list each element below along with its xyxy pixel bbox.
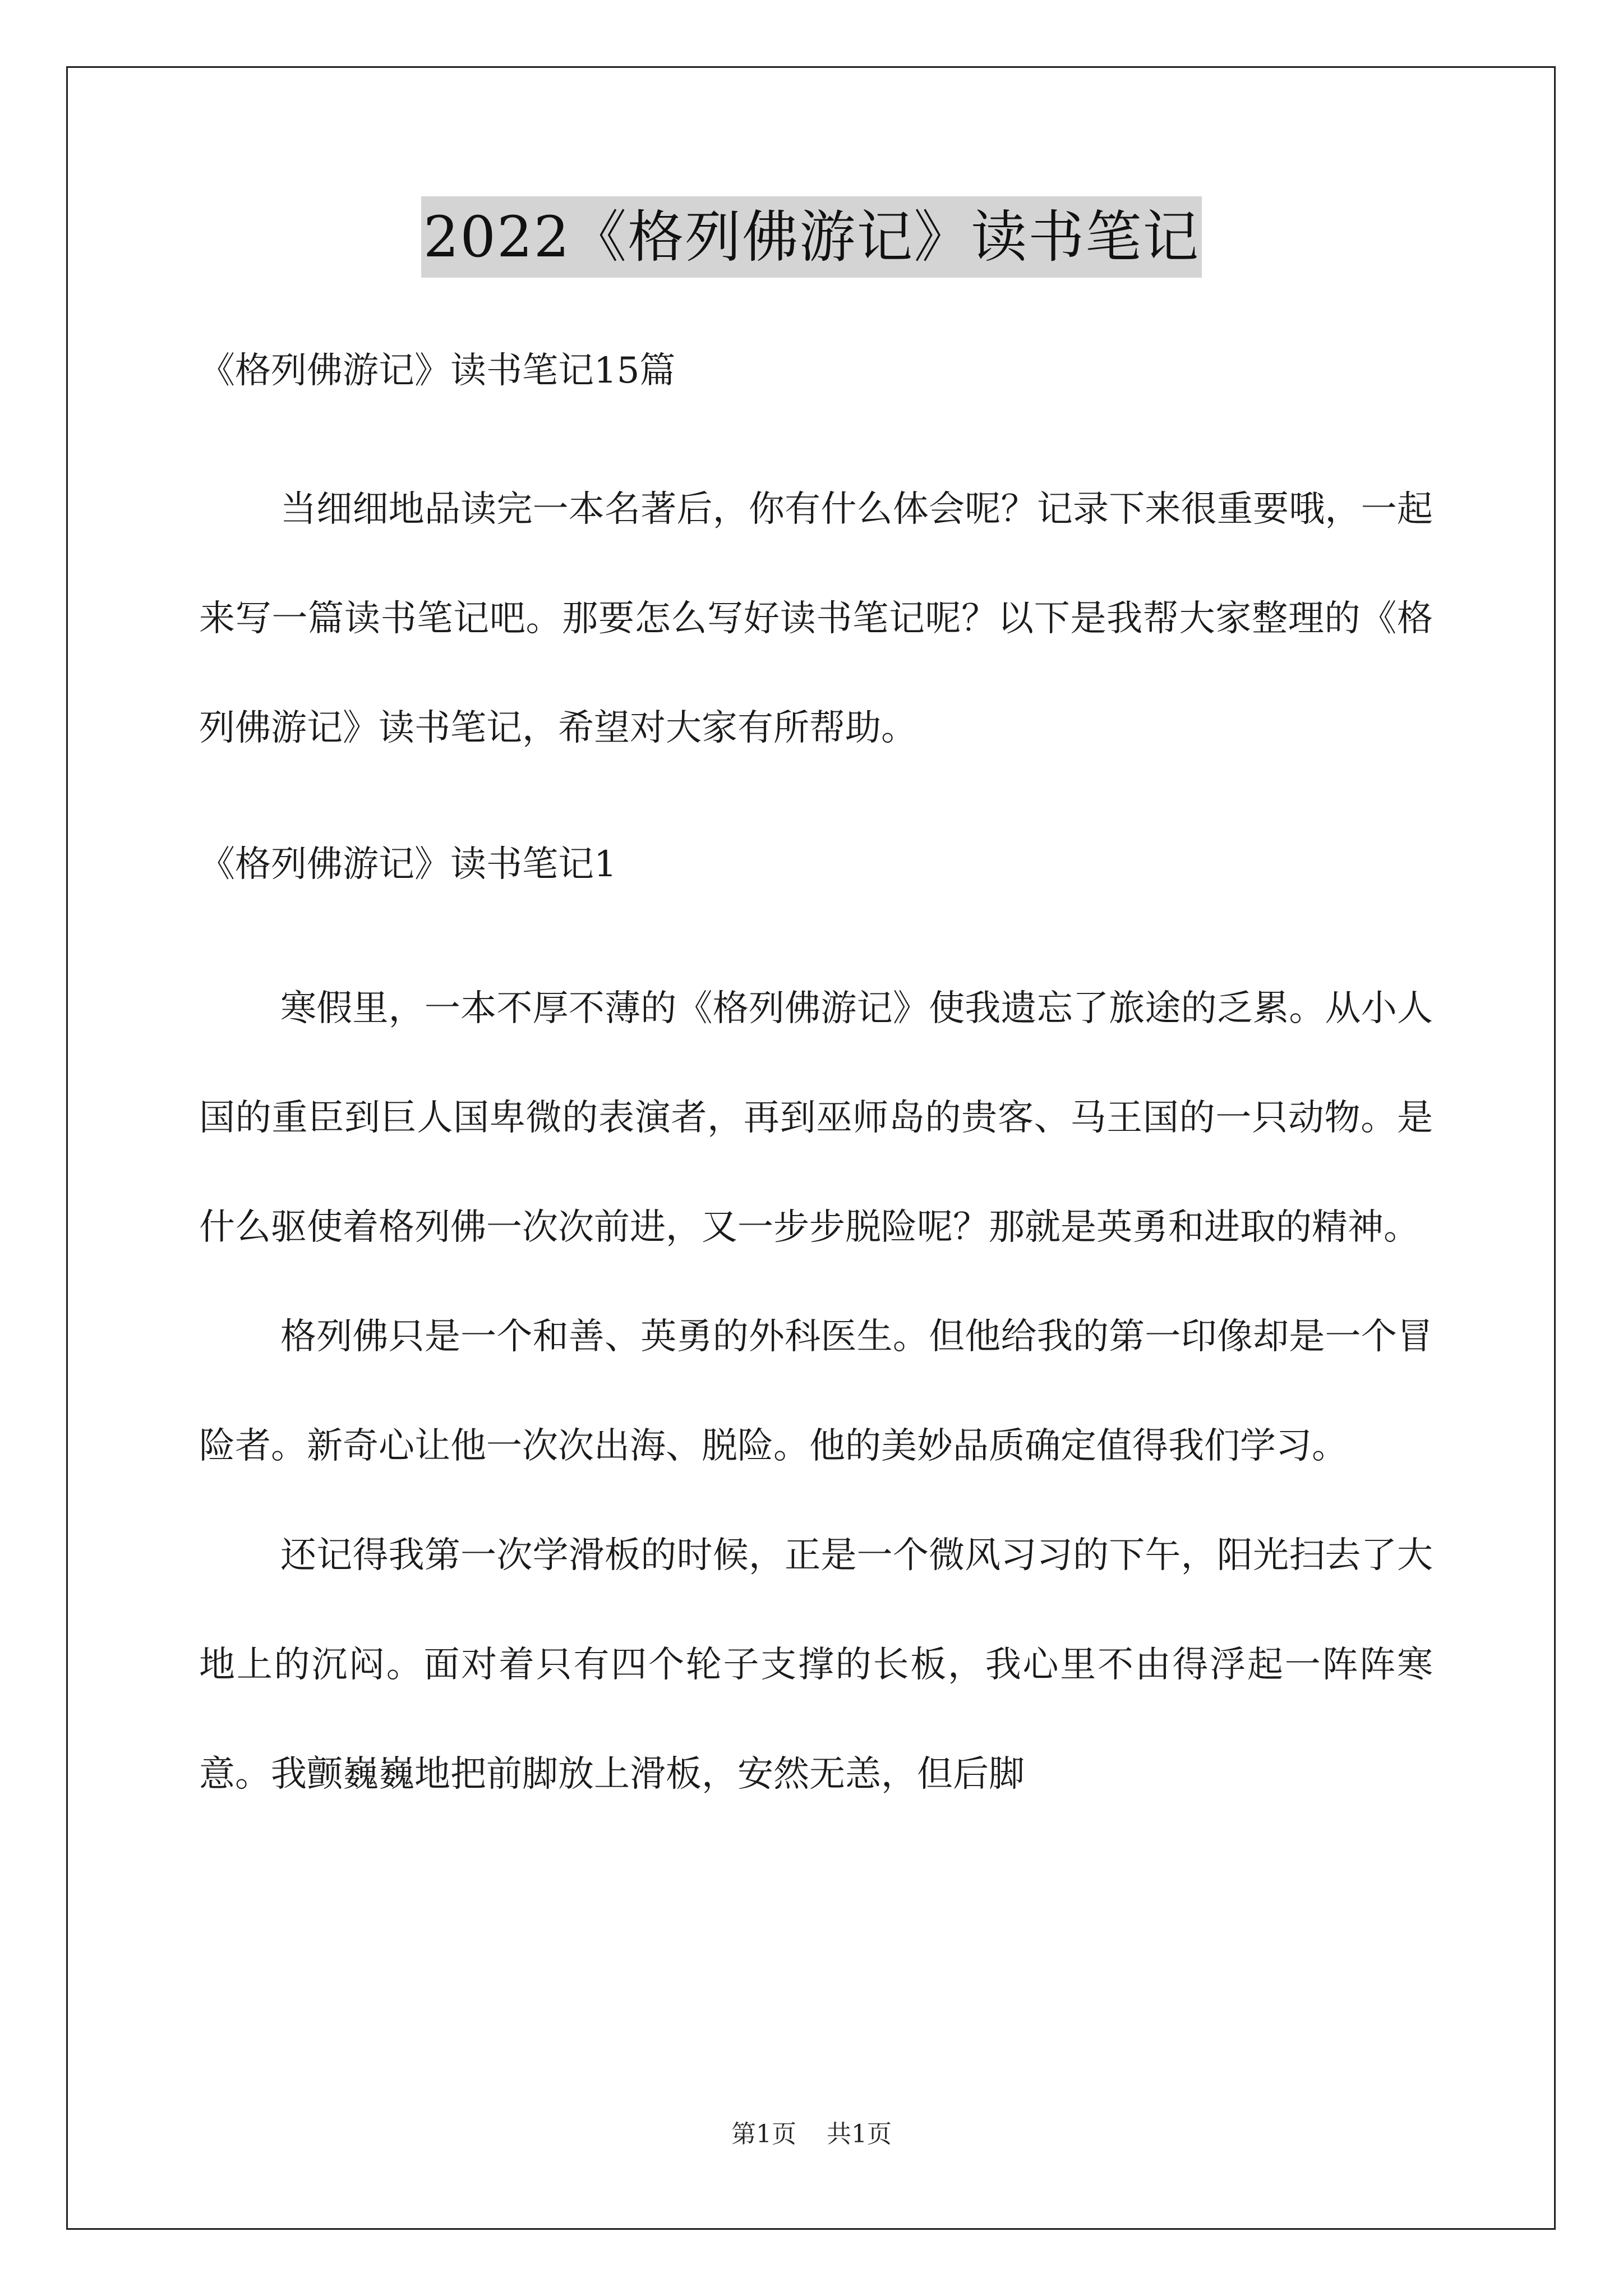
document-title: 2022《格列佛游记》读书笔记 (421, 196, 1202, 278)
body-paragraph-3: 还记得我第一次学滑板的时候，正是一个微风习习的下午，阳光扫去了大地上的沉闷。面对着只有四个轮子支撑的长板，我心里不由得浮起一阵阵寒意。我颤巍巍地把前脚放上滑板，安然无恙，但后脚 (199, 1535, 1433, 1795)
title-container (0, 196, 1623, 278)
section-heading: 《格列佛游记》读书笔记1 (199, 844, 617, 885)
document-body (199, 346, 1433, 1829)
document-subtitle: 《格列佛游记》读书笔记15篇 (199, 350, 676, 392)
page-number-total: 共1页 (827, 2120, 892, 2148)
page-footer (0, 2114, 1623, 2150)
body-paragraph-1: 寒假里，一本不厚不薄的《格列佛游记》使我遗忘了旅途的乏累。从小人国的重臣到巨人国卑微的表演者，再到巫师岛的贵客、马王国的一只动物。是什么驱使着格列佛一次次前进，又一步步脱险呢？那就是英勇和进取的精神。 (199, 988, 1433, 1248)
page-number-current: 第1页 (731, 2120, 796, 2148)
intro-paragraph: 当细细地品读完一本名著后，你有什么体会呢？记录下来很重要哦，一起来写一篇读书笔记吧。那要怎么写好读书笔记呢？以下是我帮大家整理的《格列佛游记》读书笔记，希望对大家有所帮助。 (199, 489, 1433, 749)
body-paragraph-2: 格列佛只是一个和善、英勇的外科医生。但他给我的第一印像却是一个冒险者。新奇心让他一次次出海、脱险。他的美妙品质确定值得我们学习。 (199, 1316, 1433, 1467)
